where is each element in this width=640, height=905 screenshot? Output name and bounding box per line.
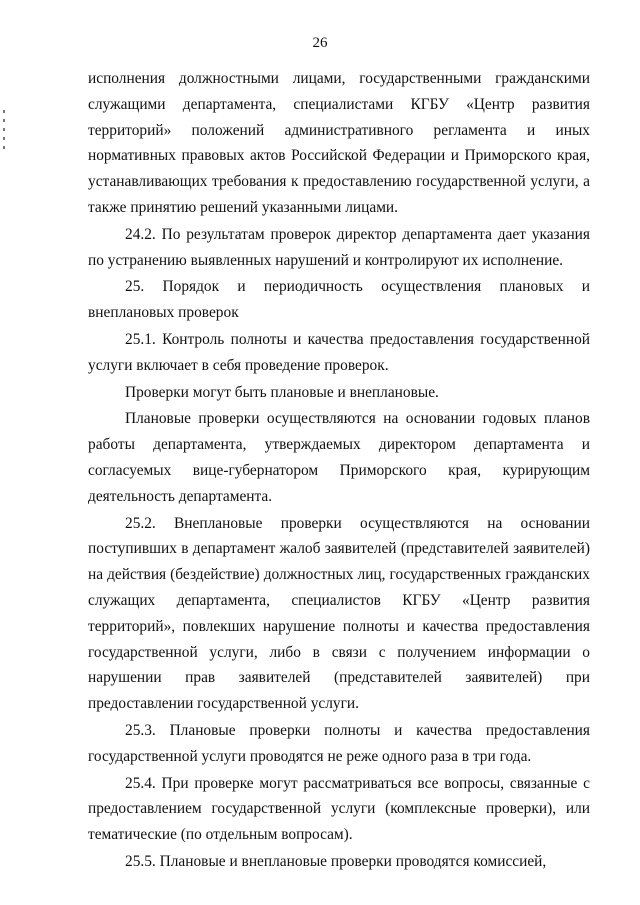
scan-mark	[3, 146, 5, 149]
scan-mark	[3, 110, 5, 113]
paragraph-continuation: исполнения должностными лицами, государственными гражданскими служащими департамента, специалистами КГБУ «Центр развития территорий» положений административного регламента и иных нормативных правовых актов Российской Федерации и Приморского края, устанавливающих требования к предоставлению государственной услуги, а также принятию решений указанными лицами.	[88, 70, 590, 216]
paragraph-25-4: 25.4. При проверке могут рассматриваться все вопросы, связанные с предоставлением государственной услуги (комплексные проверки), или тематические (по отдельным вопросам).	[88, 774, 590, 844]
paragraph-25-3: 25.3. Плановые проверки полноты и качества предоставления государственной услуги проводятся не реже одного раза в три года.	[88, 721, 590, 765]
paragraph-24-2: 24.2. По результатам проверок директор департамента дает указания по устранению выявленных нарушений и контролируют их исполнение.	[88, 225, 590, 269]
document-body	[88, 66, 590, 875]
paragraph-25-5: 25.5. Плановые и внеплановые проверки проводятся комиссией,	[125, 852, 547, 870]
paragraph-25-2: 25.2. Внеплановые проверки осуществляются на основании поступивших в департамент жалоб заявителей (представителей заявителей) на действия (бездействие) должностных лиц, государственных гражданских служащих департамента, специалистов КГБУ «Центр развития территорий», повлекших нарушение полноты и качества предоставления государственной услуги, либо в связи с получением информации о нарушении прав заявителей (представителей заявителей) при предоставлении государственной услуги.	[88, 514, 590, 713]
scan-margin-marks	[3, 110, 5, 160]
page-number: 26	[312, 35, 328, 51]
scan-mark	[3, 119, 5, 122]
scan-mark	[3, 128, 5, 131]
paragraph-25-1: 25.1. Контроль полноты и качества предоставления государственной услуги включает в себя проведение проверок.	[88, 330, 590, 374]
section-heading-25: 25. Порядок и периодичность осуществления плановых и внеплановых проверок	[88, 278, 590, 322]
paragraph-check-types: Проверки могут быть плановые и внеплановые.	[125, 383, 439, 401]
scan-mark	[3, 137, 5, 140]
paragraph-planned-checks: Плановые проверки осуществляются на основании годовых планов работы департамента, утверждаемых директором департамента и согласуемых вице-губернатором Приморского края, курирующим деятельность департамента.	[88, 410, 590, 505]
